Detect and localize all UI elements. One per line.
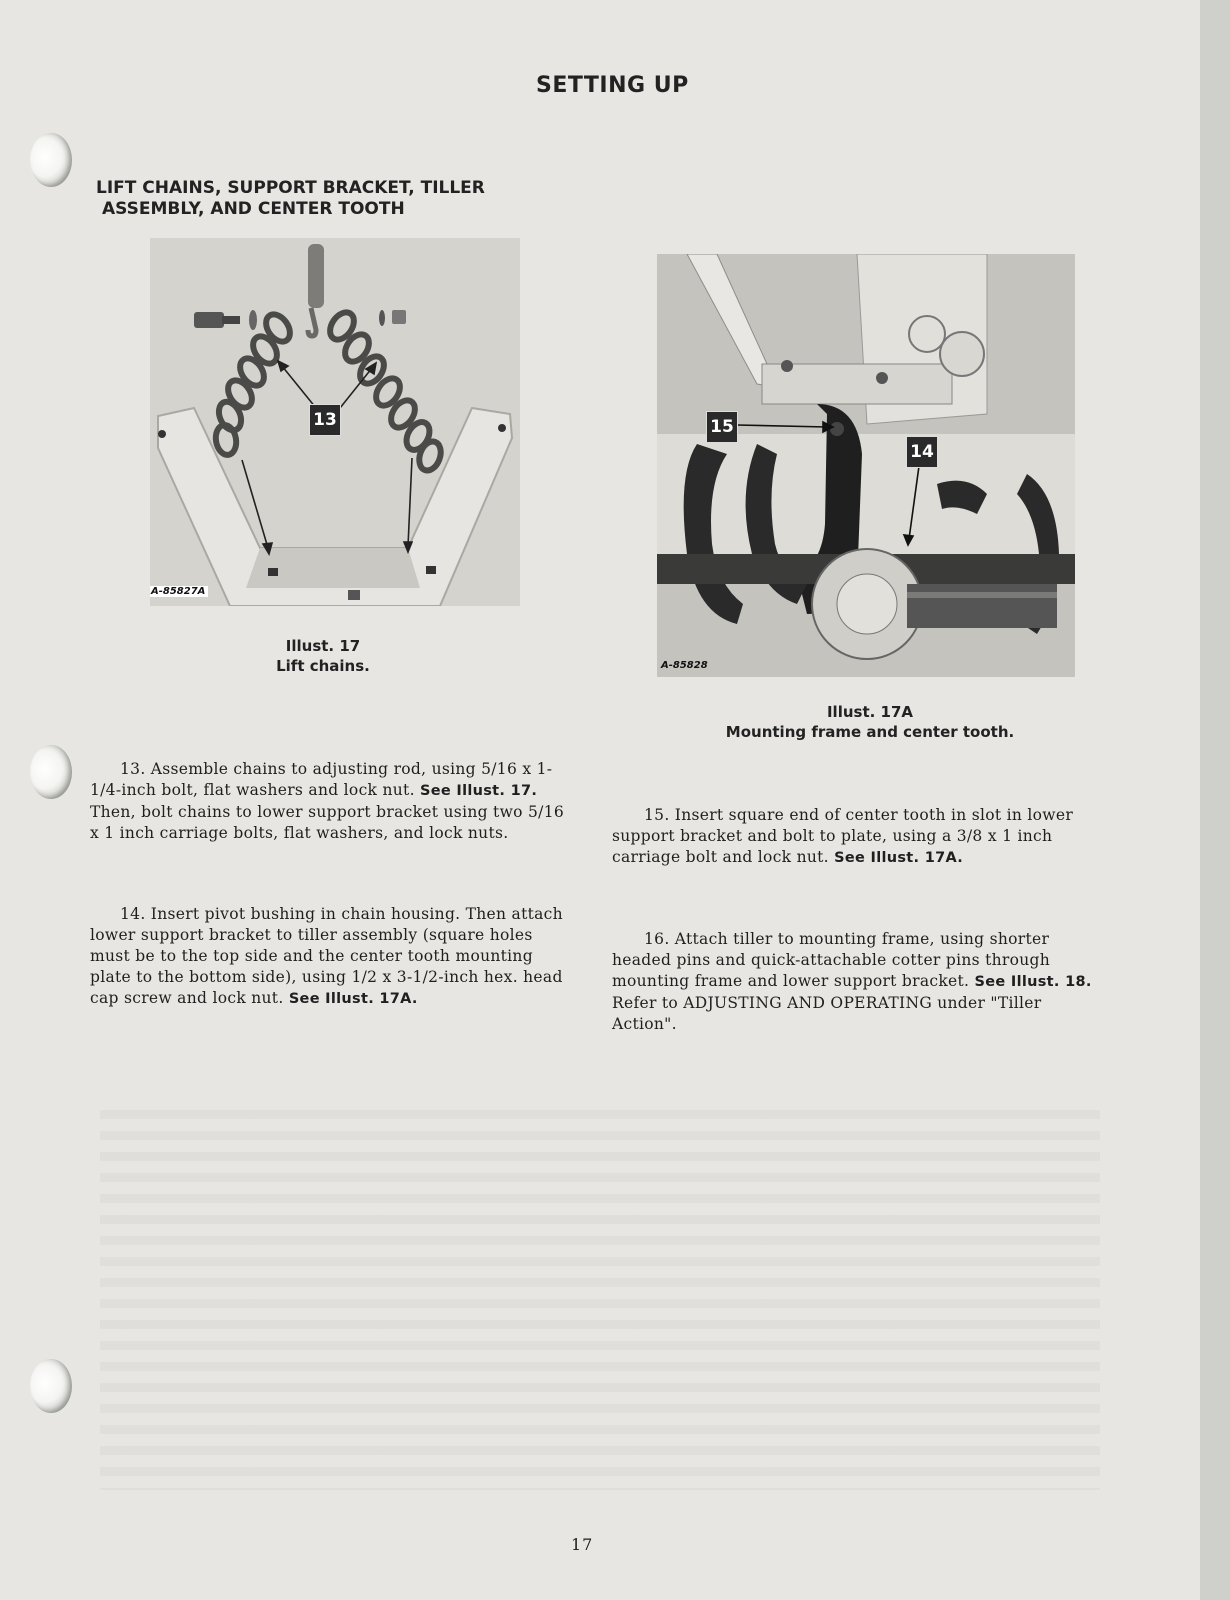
step-15-text: 15. Insert square end of center tooth in slot in lower support bracket and bolt to plate, using a 3/8 x 1 inch carriage bolt and lock nut. (612, 806, 1074, 866)
caption-number: Illust. 17A (826, 703, 914, 721)
binder-hole-bottom (30, 1359, 72, 1413)
callout-14: 14 (906, 436, 938, 468)
binder-hole-middle (30, 745, 72, 799)
section-title-line1: LIFT CHAINS, SUPPORT BRACKET, TILLER (96, 178, 485, 198)
page-heading: SETTING UP (536, 73, 689, 98)
callout-13: 13 (309, 404, 341, 436)
figure-mounting-frame (657, 254, 1075, 677)
step-13-reference: See Illust. 17. (420, 783, 538, 799)
step-16 (612, 929, 1102, 1035)
caption-title: Mounting frame and center tooth. (725, 723, 1015, 741)
step-14-text: 14. Insert pivot bushing in chain housing. Then attach lower support bracket to tiller assembly (square holes must be to the top side and the center tooth mounting plate to the bottom side), using 1/2 x 3-1/2-inch hex. head cap screw and lock nut. (90, 905, 563, 1007)
section-title-line2: ASSEMBLY, AND CENTER TOOTH (102, 199, 405, 219)
step-15 (612, 805, 1100, 869)
bleed-through-texture (100, 1110, 1100, 1490)
page-edge (1200, 0, 1230, 1600)
page-number: 17 (571, 1535, 594, 1554)
figure-lift-chains (150, 238, 520, 606)
step-16-text: 16. Attach tiller to mounting frame, using shorter headed pins and quick-attachable cotter pins through mounting frame and lower support bracket. (612, 930, 1051, 990)
binder-hole-top (30, 133, 72, 187)
caption-title: Lift chains. (276, 657, 370, 675)
step-13-text-continued: Then, bolt chains to lower support bracket using two 5/16 x 1 inch carriage bolts, flat washers, and lock nuts. (90, 803, 565, 842)
step-13 (90, 759, 576, 844)
step-14-reference: See Illust. 17A. (288, 991, 418, 1007)
figure-code: A-85827A (150, 586, 208, 597)
figure-code: A-85828 (661, 660, 708, 671)
caption-number: Illust. 17 (285, 637, 361, 655)
figure-caption (720, 702, 1020, 742)
figure-caption (248, 636, 398, 676)
step-13-text: 13. Assemble chains to adjusting rod, using 5/16 x 1-1/4-inch bolt, flat washers and lock nut. (90, 760, 553, 799)
mounting-frame-illustration (657, 254, 1075, 677)
step-14 (90, 904, 572, 1010)
step-15-reference: See Illust. 17A. (834, 850, 964, 866)
step-16-text-continued: Refer to ADJUSTING AND OPERATING under "Tiller Action". (612, 994, 1042, 1033)
callout-15: 15 (706, 411, 738, 443)
section-title (96, 178, 526, 220)
step-16-reference: See Illust. 18. (974, 974, 1092, 990)
